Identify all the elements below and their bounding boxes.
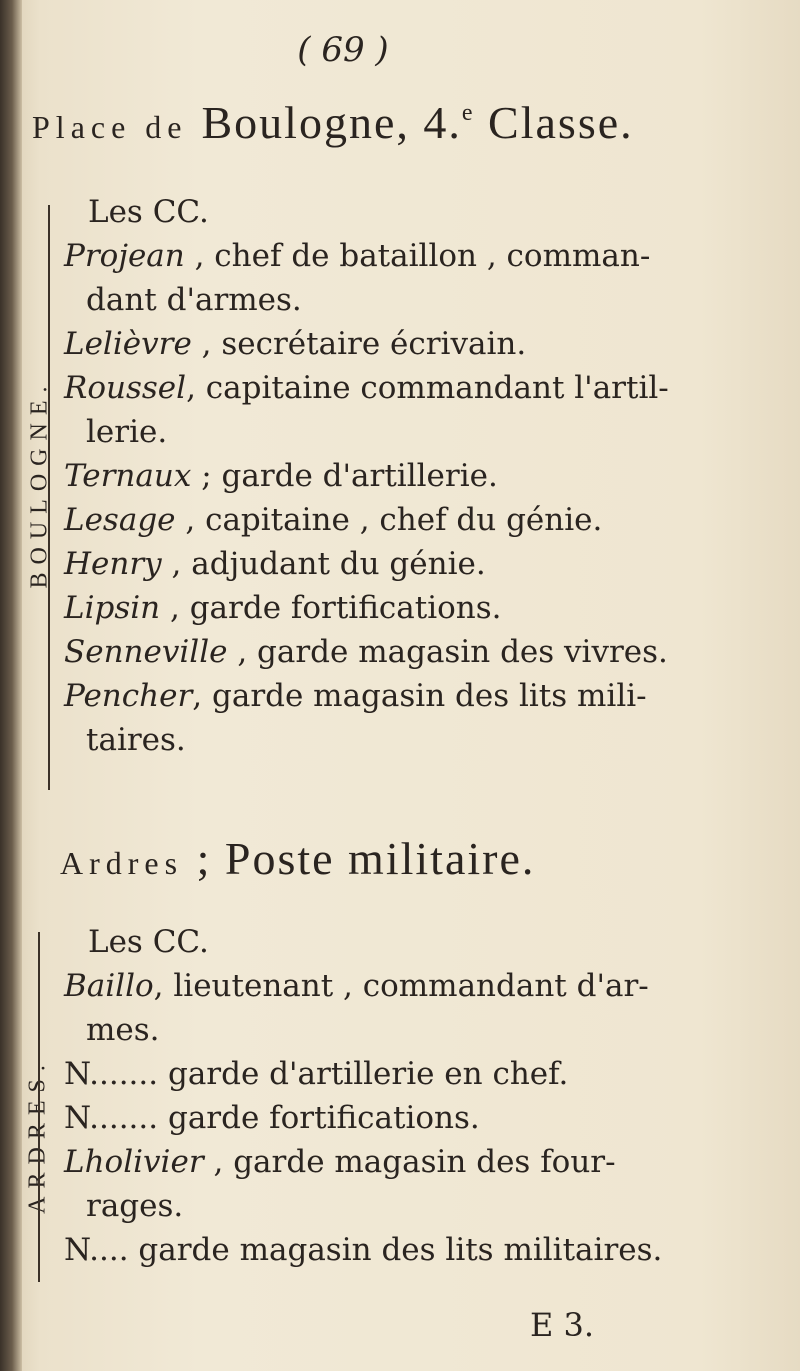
section-heading-ardres [60,832,535,885]
person-name: Roussel [64,370,187,406]
person-title: N....... garde d'artillerie en chef. [64,1056,569,1092]
list-item [64,454,794,498]
list-item [64,1096,794,1140]
person-title: , adjudant du génie. [161,546,486,582]
list-intro: Les CC. [88,194,209,230]
list-item [64,234,794,278]
person-title: , lieutenant , commandant d'ar- [153,968,649,1004]
heading-part: Place de [32,109,202,145]
heading-class: Classe. [474,97,634,148]
person-title: , capitaine commandant l'artil- [186,370,669,406]
person-title: , garde magasin des four- [203,1144,616,1180]
side-label-boulogne: BOULOGNE. [26,378,53,589]
person-name: Lelièvre [64,326,192,362]
list-item [64,674,794,718]
person-name: Lesage [64,502,176,538]
list-item-continuation: dant d'armes. [86,282,302,318]
person-name: Projean [64,238,185,274]
person-title: N.... garde magasin des lits militaires. [64,1232,663,1268]
person-name: Ternaux [64,458,192,494]
person-title: N....... garde fortifications. [64,1100,480,1136]
list-item [64,498,794,542]
book-binding [0,0,22,1371]
list-item-continuation: taires. [86,722,186,758]
person-name: Senneville [64,634,228,670]
list-item [64,1140,794,1184]
heading-superscript: e [461,100,475,126]
person-name: Lipsin [64,590,161,626]
person-name: Lholivier [64,1144,204,1180]
signature-mark: E 3. [530,1306,595,1344]
list-item [64,1052,794,1096]
entry-list-boulogne [64,190,794,762]
list-item-continuation: rages. [86,1188,184,1224]
list-item [64,586,794,630]
list-item [64,322,794,366]
person-title: , garde magasin des lits mili- [192,678,647,714]
list-item [64,630,794,674]
bracket-line [38,932,40,1282]
list-item-continuation: lerie. [86,414,168,450]
list-item-continuation: mes. [86,1012,160,1048]
heading-place: Boulogne [201,97,397,148]
heading-place: Ardres [60,845,184,881]
bracket-line [48,205,50,790]
page-number: ( 69 ) [297,30,389,70]
person-name: Pencher [64,678,193,714]
person-title: ; garde d'artillerie. [191,458,498,494]
heading-part: , 4. [396,97,462,148]
list-item [64,542,794,586]
side-label-ardres: ARDRES. [24,1057,51,1214]
list-item [64,366,794,410]
section-heading-boulogne [32,96,634,149]
person-title: , garde magasin des vivres. [227,634,668,670]
person-title: , capitaine , chef du génie. [175,502,603,538]
person-title: , garde fortifications. [160,590,502,626]
list-intro: Les CC. [88,924,209,960]
person-title: , chef de bataillon , comman- [184,238,651,274]
list-item [64,964,794,1008]
list-item [64,1228,794,1272]
person-name: Henry [64,546,162,582]
entry-list-ardres [64,920,794,1272]
heading-subtitle: ; Poste militaire. [183,833,536,884]
person-name: Baillo [64,968,154,1004]
person-title: , secrétaire écrivain. [191,326,527,362]
